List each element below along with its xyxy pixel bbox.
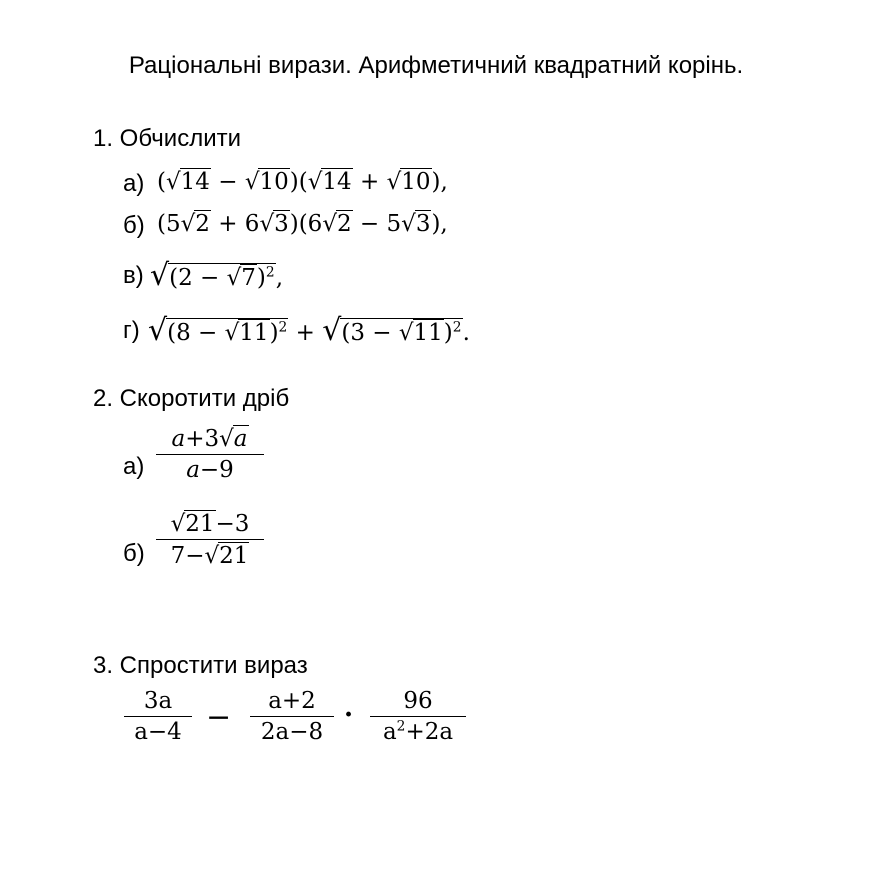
task2-b-label: б) — [123, 540, 145, 567]
task1-v-expression: $√(2 - √7)^2$, — [150, 258, 283, 293]
task1-v-label: в) — [123, 262, 144, 289]
task2-a-fraction: $\frac{a+3√a}{a-9}$ — [156, 425, 264, 483]
task2-heading: 2. Скоротити дріб — [93, 385, 290, 412]
task1-heading: 1. Обчислити — [93, 125, 242, 152]
task1-g-label: г) — [123, 317, 140, 344]
task1-a-label: а) — [123, 170, 145, 197]
task3-heading: 3. Спростити вираз — [93, 652, 308, 679]
task3-fraction-1: $\frac{3a}{a-4}$ — [124, 688, 192, 745]
page-title: Раціональні вирази. Арифметичний квадратний корінь. — [128, 52, 744, 79]
multiply-dot: · — [344, 700, 354, 730]
task3-fraction-2: $\frac{a+2}{2a-8}$ — [250, 688, 334, 745]
minus-sign: − — [206, 700, 232, 735]
task1-b-label: б) — [123, 212, 145, 239]
task2-b-fraction: $\frac{√21-3}{7-√21}$ — [156, 510, 264, 569]
task1-a-expression: (√14 − √10)(√14 + √10), — [157, 169, 448, 195]
task1-b-expression: (5√2 + 6√3)(6√2 − 5√3), — [157, 211, 448, 237]
task3-fraction-3: $\frac{96}{a^2+2a}$ — [370, 688, 466, 745]
task2-a-label: а) — [123, 453, 145, 480]
task1-g-expression: $√(8 - √11)^2 + √(3 - √11)^2$. — [148, 313, 470, 348]
